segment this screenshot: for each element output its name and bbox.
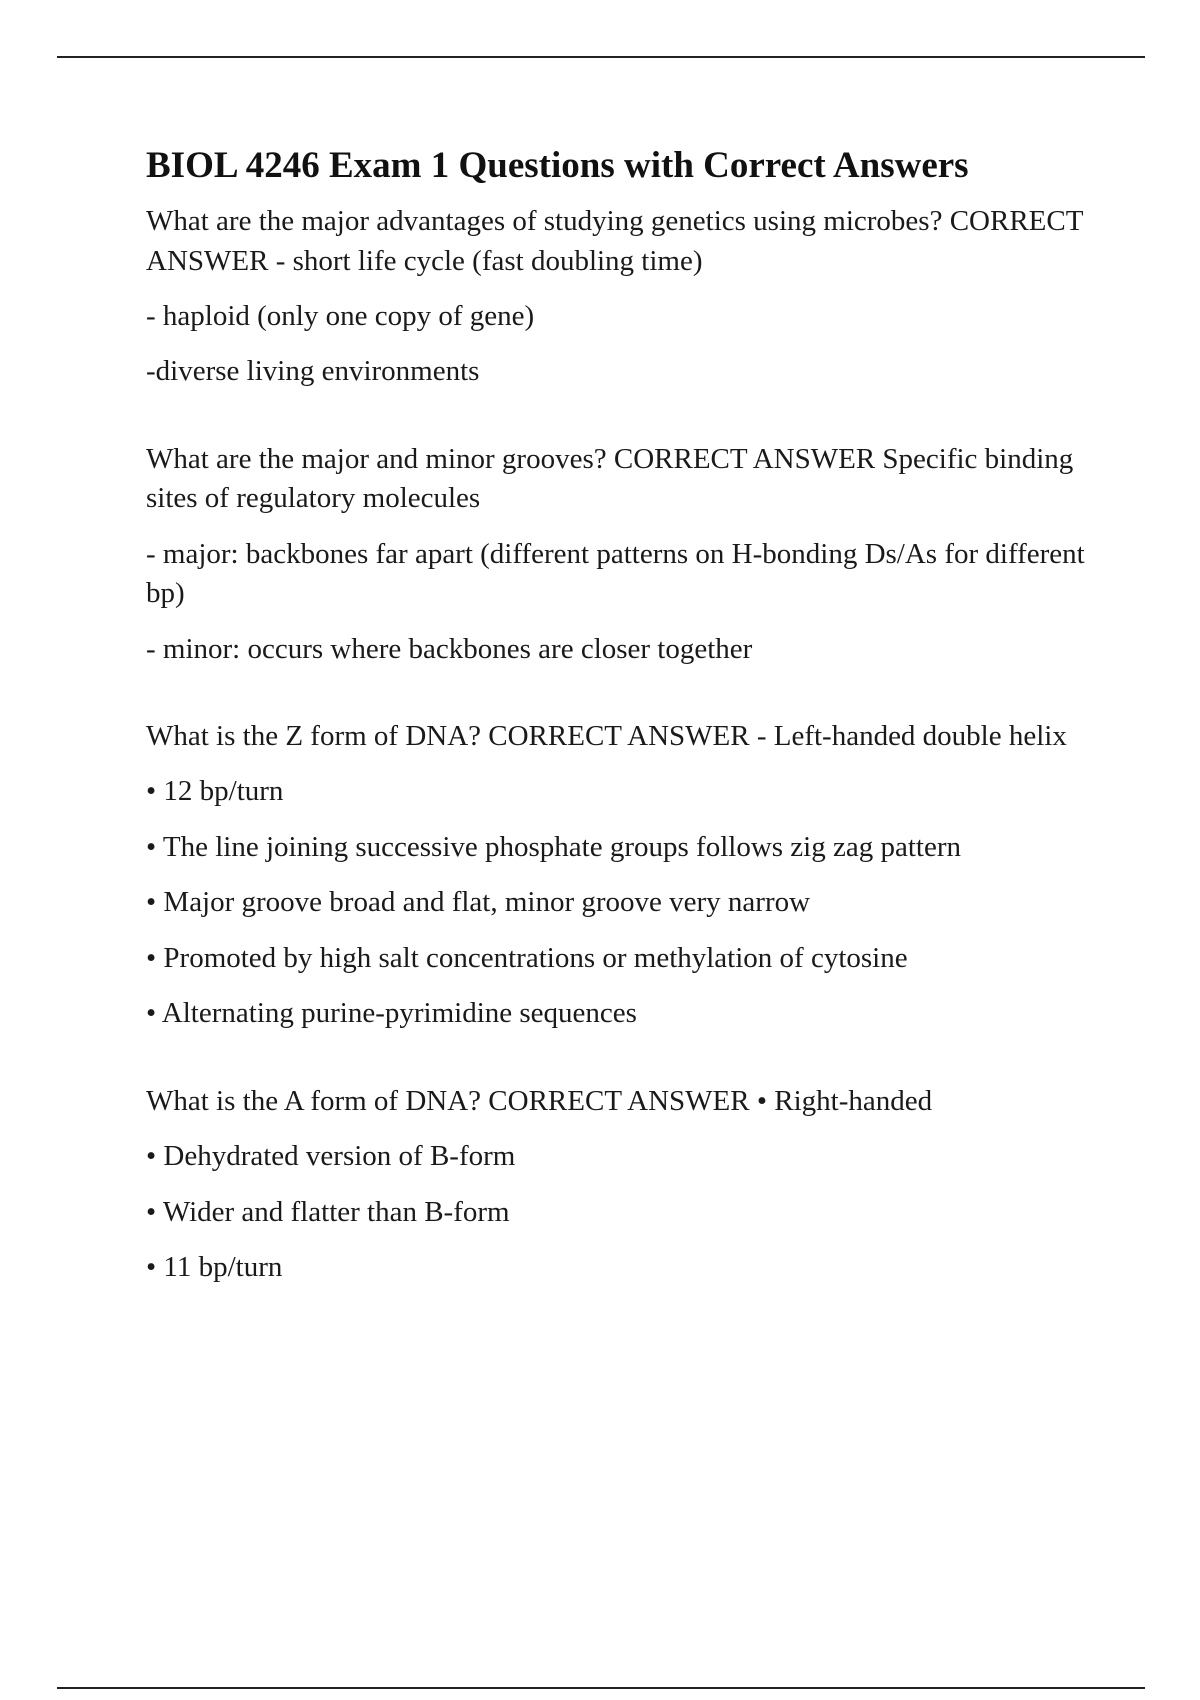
qa-block-grooves: [146, 440, 1086, 669]
answer-detail: • Promoted by high salt concentrations or methylation of cytosine: [146, 941, 908, 974]
answer-detail: • 12 bp/turn: [146, 775, 284, 808]
answer-detail: - major: backbones far apart (different patterns on H-bonding Ds/As for different bp): [146, 537, 1085, 610]
document-title: BIOL 4246 Exam 1 Questions with Correct Answers: [146, 145, 969, 186]
answer-detail: -diverse living environments: [146, 355, 480, 388]
qa-block-a-form: [146, 1082, 1086, 1288]
answer-detail: - minor: occurs where backbones are closer together: [146, 632, 753, 665]
header-rule: [57, 56, 1145, 58]
question-text: What are the major advantages of studying genetics using microbes? CORRECT ANSWER - short life cycle (fast doubling time): [146, 205, 1083, 277]
answer-detail: - haploid (only one copy of gene): [146, 299, 535, 332]
question-text: What are the major and minor grooves? CORRECT ANSWER Specific binding sites of regulatory molecules: [146, 442, 1074, 515]
answer-detail: • 11 bp/turn: [146, 1250, 283, 1283]
footer-rule: [57, 1687, 1145, 1689]
answer-detail: • Alternating purine-pyrimidine sequences: [146, 997, 637, 1030]
document-body: [146, 142, 1086, 1335]
answer-detail: • Major groove broad and flat, minor groove very narrow: [146, 886, 811, 919]
answer-detail: • Wider and flatter than B-form: [146, 1195, 510, 1228]
question-text: What is the A form of DNA? CORRECT ANSWER • Right-handed: [146, 1084, 933, 1117]
qa-block-microbes: [146, 202, 1086, 392]
answer-detail: • Dehydrated version of B-form: [146, 1140, 516, 1173]
question-text: What is the Z form of DNA? CORRECT ANSWER - Left-handed double helix: [146, 720, 1067, 753]
qa-block-z-form: [146, 717, 1086, 1034]
answer-detail: • The line joining successive phosphate groups follows zig zag pattern: [146, 830, 961, 863]
